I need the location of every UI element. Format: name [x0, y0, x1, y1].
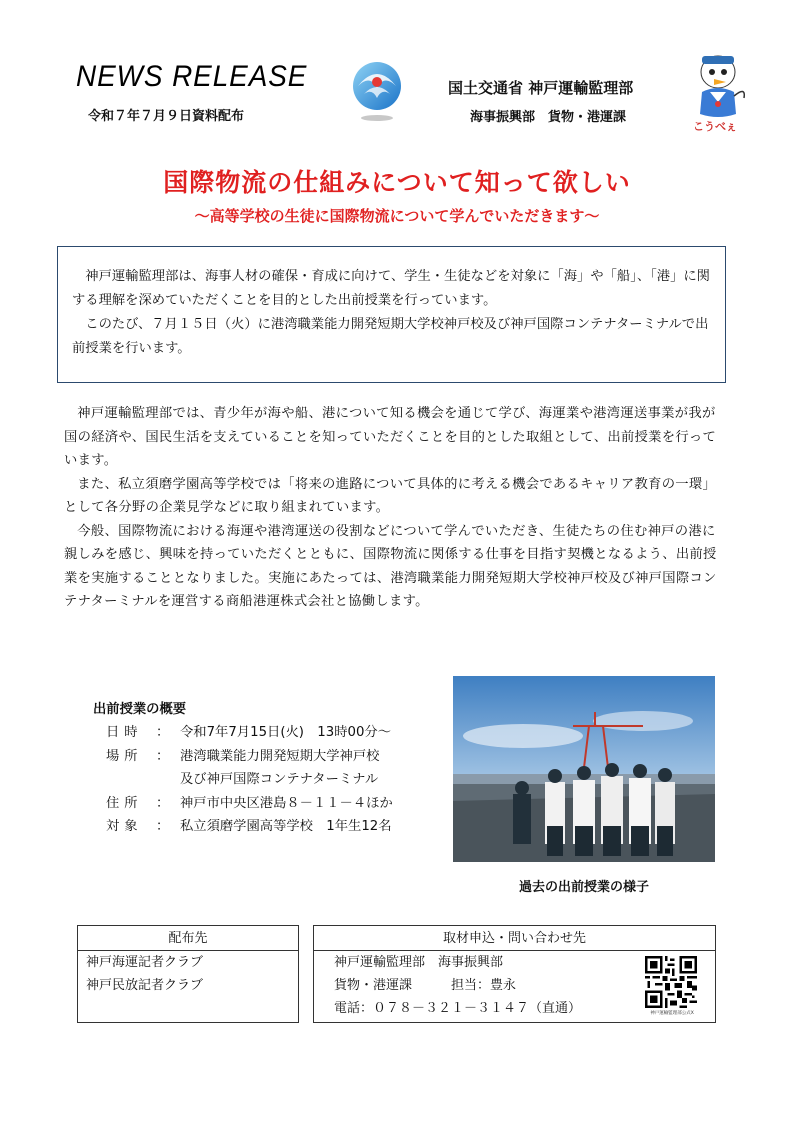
overview-row-location-cont: 及び神戸国際コンテナターミナル: [180, 772, 379, 787]
summary-box: [57, 246, 726, 383]
summary-paragraph: 神戸運輸監理部は、海事人材の確保・育成に向けて、学生・生徒などを対象に「海」や「船」、「港」に関する理解を深めていただくことを目的とした出前授業を行っています。: [72, 269, 710, 308]
class-overview: [93, 698, 453, 839]
distribution-table: [77, 925, 299, 1023]
body-paragraph: また、私立須磨学園高等学校では「将来の進路について具体的に考える機会であるキャリア教育の一環」として各分野の企業見学などに取り組まれています。: [64, 476, 717, 515]
mlit-logo-icon: [344, 58, 410, 124]
contact-phone: 電話：０７８－３２１－３１４７（直通）: [334, 1001, 582, 1016]
organization-name: 国土交通省 神戸運輸監理部: [448, 79, 634, 97]
past-class-photo: [453, 676, 715, 862]
subheadline: ～高等学校の生徒に国際物流について学んでいただきます～: [194, 207, 600, 225]
qr-caption: 神戸運輸監理部公式X: [650, 1011, 694, 1016]
overview-heading: 出前授業の概要: [93, 702, 187, 717]
qr-code-icon[interactable]: [643, 956, 699, 1008]
overview-row-location: 場所 ： 港湾職業能力開発短期大学神戸校: [106, 748, 380, 764]
photo-caption: 過去の出前授業の様子: [518, 880, 649, 895]
mascot-name: こうべぇ: [693, 120, 737, 133]
body-text: [64, 402, 724, 614]
overview-row-address: 住所 ： 神戸市中央区港島８－１１－４ほか: [106, 795, 393, 811]
contact-heading: 取材申込・問い合わせ先: [314, 926, 715, 951]
release-date: 令和７年７月９日資料配布: [88, 109, 245, 124]
body-paragraph: 神戸運輸監理部では、青少年が海や船、港について知る機会を通じて学び、海運業や港湾運送事業が我が国の経済や、国民生活を支えていることを知っていただくことを目的とした取組として、出前授業を行っています。: [64, 406, 717, 468]
contact-table: [313, 925, 716, 1023]
headline: 国際物流の仕組みについて知って欲しい: [163, 168, 631, 197]
distribution-item: 神戸海運記者クラブ: [86, 955, 204, 970]
distribution-heading: 配布先: [78, 926, 298, 951]
contact-section-person: 貨物・港運課 担当：豊永: [334, 978, 517, 993]
summary-paragraph: このたび、７月１５日（火）に港湾職業能力開発短期大学校神戸校及び神戸国際コンテナターミナルで出前授業を行います。: [72, 317, 709, 356]
organization-department: 海事振興部 貨物・港運課: [470, 110, 627, 125]
distribution-item: 神戸民放記者クラブ: [86, 978, 204, 993]
contact-department: 神戸運輸監理部 海事振興部: [334, 955, 504, 970]
overview-row-target: 対象 ： 私立須磨学園高等学校 1年生12名: [106, 819, 392, 834]
body-paragraph: 今般、国際物流における海運や港湾運送の役割などについて学んでいただき、生徒たちの住む神戸の港に親しみを感じ、興味を持っていただくとともに、国際物流に関係する仕事を目指す契機となるよう、出前授業を実施することとなりました。実施にあたっては、港湾職業能力開発短期大学校神戸校及び神戸国際コンテナターミナルを運営する商船港運株式会社と協働します。: [64, 523, 717, 609]
news-release-title: NEWS RELEASE: [76, 60, 308, 93]
overview-row-datetime: 日時 ： 令和7年7月15日(火) 13時00分～: [106, 725, 392, 740]
